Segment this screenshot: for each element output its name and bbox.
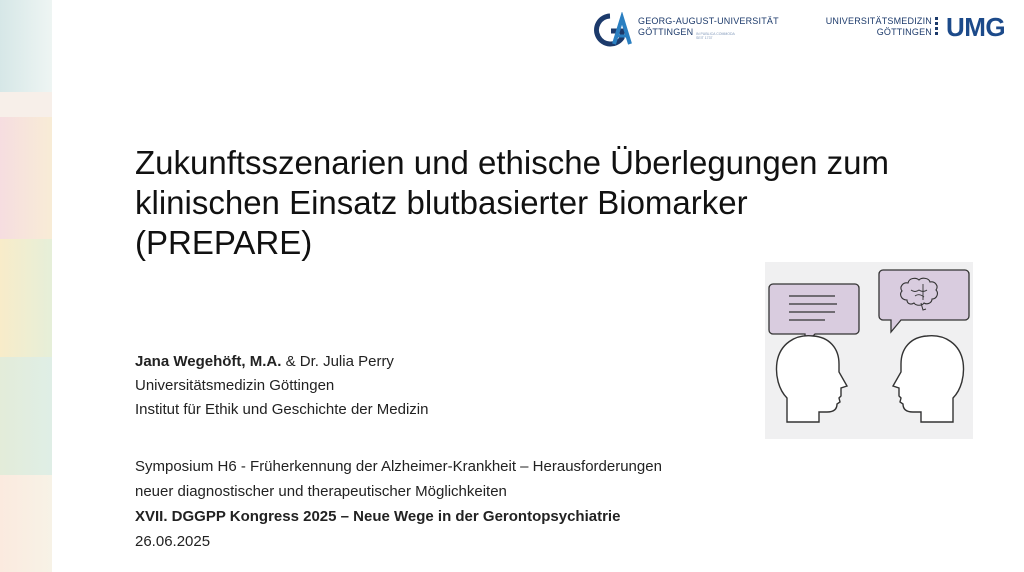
author-block	[135, 350, 428, 422]
umg-name	[826, 16, 932, 38]
speech-bubble-lines-icon	[769, 284, 859, 344]
conversation-illustration	[765, 262, 973, 439]
symposium-line-1: Symposium H6 - Früherkennung der Alzheimer-Krankheit – Herausforderungen	[135, 458, 662, 475]
umg-name-line1: UNIVERSITÄTSMEDIZIN	[825, 16, 932, 26]
university-name-line2: GÖTTINGEN	[638, 27, 694, 37]
deco-band	[0, 357, 52, 475]
department: Institut für Ethik und Geschichte der Medizin	[135, 401, 429, 418]
event-date: 26.06.2025	[135, 533, 211, 550]
primary-author: Jana Wegehöft, M.A.	[135, 353, 282, 370]
decorative-sidebar	[0, 0, 52, 572]
ga-monogram-icon	[592, 12, 632, 48]
page-title	[135, 143, 975, 263]
head-profile-left-icon	[776, 336, 847, 422]
deco-band	[0, 92, 52, 117]
deco-band	[0, 239, 52, 357]
event-block	[135, 454, 662, 554]
title-line-2: klinischen Einsatz blutbasierter Biomarker	[135, 184, 748, 221]
institution: Universitätsmedizin Göttingen	[135, 377, 335, 394]
umg-dots-icon	[935, 17, 939, 37]
title-line-1: Zukunftsszenarien und ethische Überlegungen zum	[135, 144, 889, 181]
symposium-line-2: neuer diagnostischer und therapeutischer Möglichkeiten	[135, 483, 507, 500]
deco-band	[0, 117, 52, 239]
co-author: & Dr. Julia Perry	[281, 353, 394, 370]
head-profile-right-icon	[893, 336, 964, 422]
umg-name-line2: GÖTTINGEN	[876, 27, 932, 37]
deco-band	[0, 0, 52, 92]
speech-bubble-brain-icon	[879, 270, 969, 332]
deco-band	[0, 475, 52, 572]
title-line-3: (PREPARE)	[135, 224, 313, 261]
umg-logo	[812, 12, 1012, 50]
umg-wordmark: UMG	[946, 12, 1006, 42]
author-line	[135, 350, 428, 374]
congress-title: XVII. DGGPP Kongress 2025 – Neue Wege in der Gerontopsychiatrie	[135, 508, 621, 525]
university-motto: IN PUBLICA COMMODA SEIT 1737	[696, 32, 735, 40]
university-name-line1: GEORG-AUGUST-UNIVERSITÄT	[638, 16, 779, 26]
university-logo	[592, 12, 792, 50]
